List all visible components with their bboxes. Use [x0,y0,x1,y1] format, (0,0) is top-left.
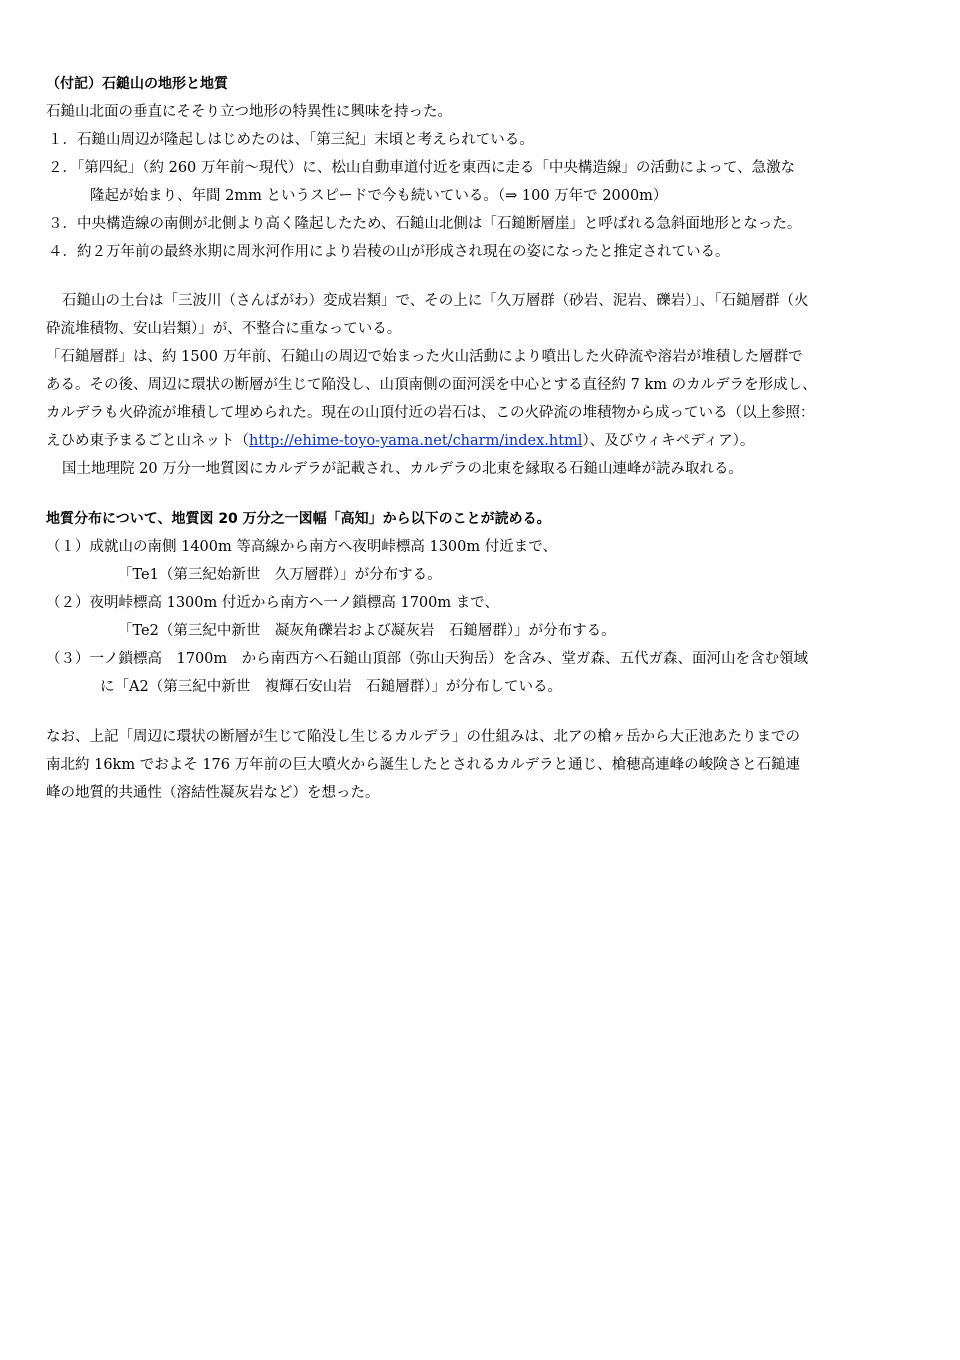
spacer [46,266,924,287]
spacer [46,701,924,723]
list-item-2: ２．「第四紀」（約 260 万年前～現代）に、松山自動車道付近を東西に走る「中央構造線」の活動によって、急激な [48,160,796,176]
document-page [46,70,924,807]
geology-paragraph-line: 国土地理院 20 万分一地質図にカルデラが記載され、カルデラの北東を縁取る石鎚山連峰が読み取れる。 [62,461,744,477]
section-heading-distribution: 地質分布について、地質図 20 万分之一図幅「高知」から以下のことが読める。 [46,511,551,527]
geology-paragraph-line: 砕流堆積物、安山岩類）」が、不整合に重なっている。 [46,321,402,337]
geology-paragraph-line: ある。その後、周辺に環状の断層が生じて陥没し、山頂南側の面河渓を中心とする直径約 7 km のカルデラを形成し、 [46,377,817,393]
list-item-3: ３．中央構造線の南側が北側より高く隆起したため、石鎚山北側は「石鎚断層崖」と呼ばれる急斜面地形となった。 [48,216,802,232]
distribution-item-1: （１）成就山の南側 1400m 等高線から南方へ夜明峠標高 1300m 付近まで、 [46,539,557,555]
distribution-item-3: （３）一ノ鎖標高 1700m から南西方へ石鎚山頂部（弥山天狗岳）を含み、堂ガ森、五代ガ森、面河山を含む領域 [46,651,809,667]
geology-paragraph-line: カルデラも火砕流が堆積して埋められた。現在の山頂付近の岩石は、この火砕流の堆積物から成っている（以上参照： [46,405,815,421]
distribution-item-2: （２）夜明峠標高 1300m 付近から南方へ一ノ鎖標高 1700m まで、 [46,595,499,611]
distribution-item-1-detail: 「Te1（第三紀始新世 久万層群）」が分布する。 [118,567,442,583]
reference-suffix: ）、及びウィキペディア）。 [582,433,755,449]
reference-link[interactable]: http://ehime-toyo-yama.net/charm/index.html [249,433,583,449]
reference-prefix: えひめ東予まるごと山ネット（ [46,433,249,449]
closing-paragraph-line: 峰の地質的共通性（溶結性凝灰岩など）を想った。 [46,785,380,801]
geology-paragraph-line: 「石鎚層群」は、約 1500 万年前、石鎚山の周辺で始まった火山活動により噴出した火砕流や溶岩が堆積した層群で [46,349,803,365]
geology-paragraph-line: 石鎚山の土台は「三波川（さんばがわ）変成岩類」で、その上に「久万層群（砂岩、泥岩、礫岩）」、「石鎚層群（火 [62,293,809,309]
intro-paragraph: 石鎚山北面の垂直にそそり立つ地形の特異性に興味を持った。 [46,104,452,120]
closing-paragraph-line: なお、上記「周辺に環状の断層が生じて陥没し生じるカルデラ」の仕組みは、北アの槍ヶ岳から大正池あたりまでの [46,729,800,745]
list-item-2-continued: 隆起が始まり、年間 2mm というスピードで今も続いている。（⇒ 100 万年で 2000m） [90,188,668,204]
distribution-item-2-detail: 「Te2（第三紀中新世 凝灰角礫岩および凝灰岩 石鎚層群）」が分布する。 [118,623,616,639]
closing-paragraph-line: 南北約 16km でおよそ 176 万年前の巨大噴火から誕生したとされるカルデラと通じ、槍穂高連峰の峻険さと石鎚連 [46,757,801,773]
list-item-4: ４．約２万年前の最終氷期に周氷河作用により岩稜の山が形成され現在の姿になったと推定されている。 [48,244,730,260]
distribution-item-3-detail: に「A2（第三紀中新世 複輝石安山岩 石鎚層群）」が分布している。 [100,679,562,695]
reference-line [46,427,924,455]
section-heading-topography: （付記）石鎚山の地形と地質 [46,76,228,92]
list-item-1: １．石鎚山周辺が隆起しはじめたのは、「第三紀」末頃と考えられている。 [48,132,534,148]
spacer [46,483,924,505]
